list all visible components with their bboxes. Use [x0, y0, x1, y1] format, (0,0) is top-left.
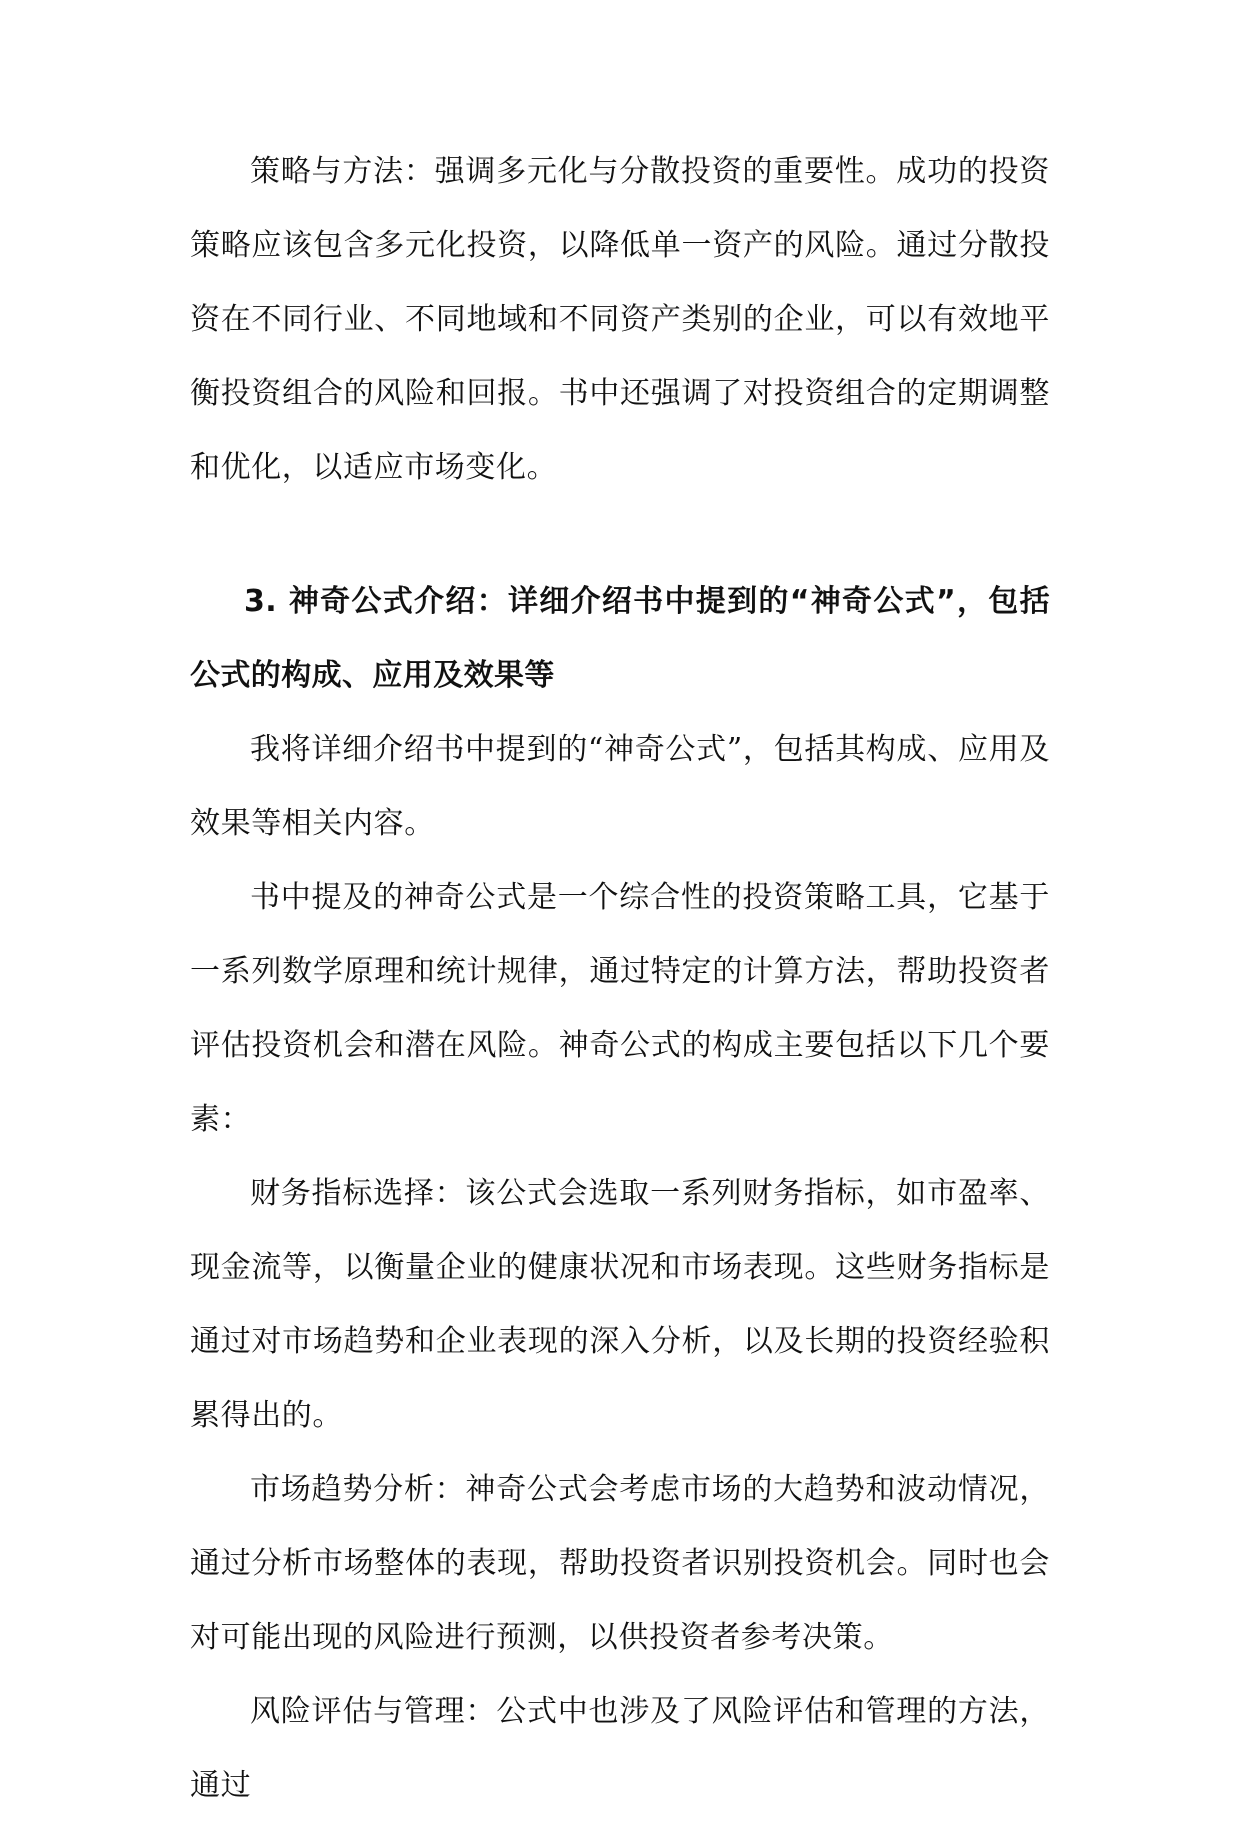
paragraph-intro: 我将详细介绍书中提到的“神奇公式”，包括其构成、应用及效果等相关内容。: [190, 732, 1050, 841]
section-heading-magic-formula: 3. 神奇公式介绍：详细介绍书中提到的“神奇公式”，包括公式的构成、应用及效果等: [190, 584, 1050, 693]
paragraph-risk-assessment: 风险评估与管理：公式中也涉及了风险评估和管理的方法，通过: [190, 1694, 1050, 1803]
paragraph-market-trend-analysis: 市场趋势分析：神奇公式会考虑市场的大趋势和波动情况，通过分析市场整体的表现，帮助投资者识别投资机会。同时也会对可能出现的风险进行预测，以供投资者参考决策。: [190, 1472, 1050, 1655]
document-body: [190, 135, 1050, 1823]
paragraph-formula-overview: 书中提及的神奇公式是一个综合性的投资策略工具，它基于一系列数学原理和统计规律，通过特定的计算方法，帮助投资者评估投资机会和潜在风险。神奇公式的构成主要包括以下几个要素：: [190, 880, 1050, 1137]
section-spacer: [190, 505, 1050, 565]
paragraph-financial-indicators: 财务指标选择：该公式会选取一系列财务指标，如市盈率、现金流等，以衡量企业的健康状况和市场表现。这些财务指标是通过对市场趋势和企业表现的深入分析，以及长期的投资经验积累得出的。: [190, 1176, 1050, 1433]
paragraph-strategy-methods: 策略与方法：强调多元化与分散投资的重要性。成功的投资策略应该包含多元化投资，以降低单一资产的风险。通过分散投资在不同行业、不同地域和不同资产类别的企业，可以有效地平衡投资组合的风险和回报。书中还强调了对投资组合的定期调整和优化，以适应市场变化。: [190, 154, 1050, 485]
